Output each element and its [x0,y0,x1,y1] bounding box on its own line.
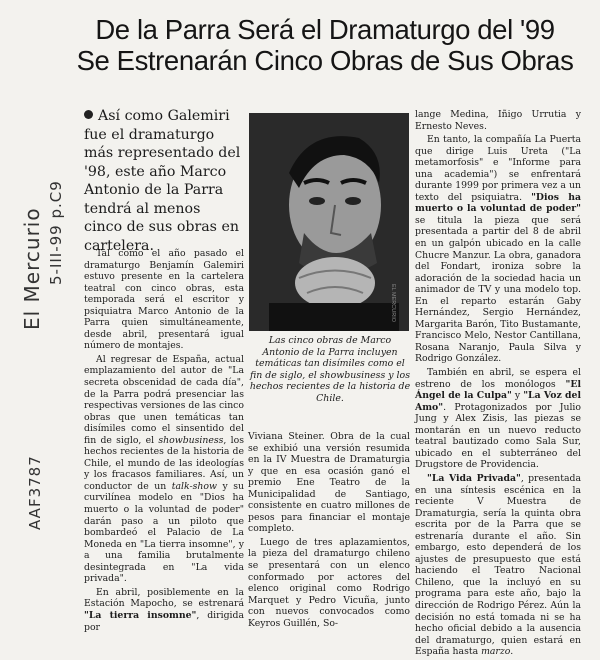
portrait-image [249,113,409,331]
headline [60,14,590,76]
paragraph: Viviana Steiner. Obra de la cual se exhibió una versión resumida en la IV Muestra de Dramaturgia y que en esa ocasión ganó el premio Ene Teatro de la Municipalidad de Santiago, consistente en cuatro millones de pesos para financiar el montaje completo. [248,431,410,535]
photo-caption: Las cinco obras de Marco Antonio de la Parra incluyen temáticas tan disímiles como el fin de siglo, el showbusiness y los hechos recientes de la historia de Chile. [249,335,411,404]
paragraph: En abril, posiblemente en la Estación Mapocho, se estrenará "La tierra insomne", dirigida por [84,586,244,633]
paragraph: lange Medina, Iñigo Urrutia y Ernesto Neves. [415,109,581,132]
paragraph: Al regresar de España, actual emplazamiento del autor de "La secreta obscenidad de cada día", de la Parra podrá presenciar las respectivas versiones de las cinco obras que unen temáticas tan disímiles como el sinsentido del fin de siglo, el showbusiness, los hechos recientes de la historia de Chile, el mundo de las ideologías y los fracasos familiares. Así, un conductor de un talk-show y su curvilínea modelo en "Dios ha muerto o la voluntad de poder" darán paso a un piloto que bombardeó el Palacio de La Moneda en "La tierra insomne", y a una familia brutalmente desintegrada en "La vida privada". [84,353,244,585]
article-column-3 [415,109,581,660]
headline-line-2: Se Estrenarán Cinco Obras de Sus Obras [76,45,574,76]
headline-line-1: De la Parra Será el Dramaturgo del '99 [95,14,555,45]
paragraph: Luego de tres aplazamientos, la pieza del dramaturgo chileno se presentará con un elenco conformado por actores del elenco original como Rodrigo Marquet y Pedro Vicuña, junto con nuevos convocados como Keyros Guillén, So- [248,536,410,629]
lead-text: Así como Galemiri fue el dramaturgo más representado del '98, este año Marco Antonio de la Parra tendrá al menos cinco de sus obras en cartelera. [84,108,241,254]
lead-paragraph [84,107,242,255]
paragraph: En tanto, la compañía La Puerta que dirige Luis Ureta ("La metamorfosis" e "Informe para una academia") se enfrentará durante 1999 por primera vez a un texto del psiquiatra. "Dios ha muerto o la voluntad de poder" se titula la pieza que será presentada a partir del 8 de abril en un galpón ubicado en la calle Chucre Manzur. La obra, ganadora del Fondart, ironiza sobre la adoración de la sociedad hacia un animador de TV y una modelo top. En el reparto estarán Gaby Hernández, Sergio Hernández, Margarita Barón, Tito Bustamante, Francisco Melo, Nestor Cantillana, Rosana Naranjo, Paula Silva y Rodrigo González. [415,134,581,365]
photo-credit: EL MERCURIO [390,284,396,322]
paragraph: Tal como el año pasado el dramaturgo Benjamín Galemiri estuvo presente en la cartelera teatral con cinco obras, esta temporada será el escritor y psiquiatra Marco Antonio de la Parra quien simultáneamente, desde abril, presentará igual número de montajes. [84,248,244,352]
paragraph: También en abril, se espera el estreno de los monólogos "El Ángel de la Culpa" y "La Voz del Amo". Protagonizados por Julio Jung y Alex Zisis, las piezas se montarán en un nuevo reducto teatral bautizado como Sala Sur, ubicado en el subterráneo del Drugstore de Providencia. [415,367,581,471]
author-photo [249,113,409,331]
article-column-2 [248,431,410,631]
article-column-1 [84,248,244,635]
paragraph: "La Vida Privada", presentada en una síntesis escénica en la reciente V Muestra de Dramaturgia, sería la quinta obra escrita por de la Parra que se estrenaría durante el año. Sin embargo, esto dependerá de los ajustes de presupuesto que está haciendo el Teatro Nacional Chileno, que la incluyó en su programa para este año, bajo la dirección de Rodrigo Pérez. Aún la decisión no está tomada ni se ha hecho oficial debido a la ausencia del dramaturgo, quien estará en España hasta marzo. [415,472,582,658]
handwritten-source: El Mercurio [20,207,44,330]
handwritten-code: AAF3787 [26,455,44,530]
handwritten-date: 5-III-99 p.C9 [47,180,65,285]
bullet-icon [84,110,93,119]
